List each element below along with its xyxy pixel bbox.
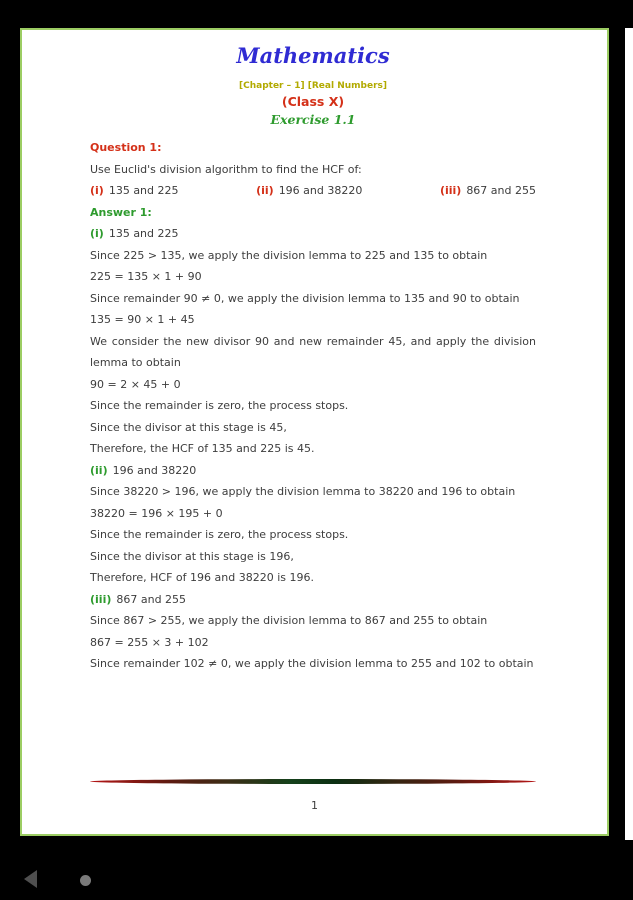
part-label: (ii): [90, 463, 108, 477]
part-text: 867 and 255: [116, 592, 187, 606]
answer-part-heading: [90, 460, 536, 482]
part-label: (i): [90, 184, 104, 197]
document-body: [90, 137, 536, 675]
answer-equation: 867 = 255 × 3 + 102: [90, 635, 209, 649]
part-text: 867 and 255: [466, 184, 536, 197]
page-content: [22, 30, 607, 675]
page-title: Mathematics: [236, 43, 390, 68]
part-text: 196 and 38220: [112, 463, 197, 477]
part-label: (ii): [256, 184, 274, 197]
question-part-iii: [440, 180, 536, 202]
answer-part-heading: [90, 223, 536, 245]
answer-line: Since 867 > 255, we apply the division lemma to 867 and 255 to obtain: [90, 614, 488, 627]
answer-line: Since the remainder is zero, the process stops.: [90, 528, 349, 541]
answer-line: Therefore, the HCF of 135 and 225 is 45.: [90, 442, 315, 455]
answer-line: Since the divisor at this stage is 45,: [90, 420, 287, 434]
answer-part-heading: [90, 589, 536, 611]
nav-back-button[interactable]: [18, 864, 43, 894]
answer-line: Since the divisor at this stage is 196,: [90, 549, 294, 563]
question-part-i: [90, 180, 179, 202]
question-intro: Use Euclid's division algorithm to find the HCF of:: [90, 162, 362, 176]
answer-line: Therefore, HCF of 196 and 38220 is 196.: [90, 571, 314, 584]
answer-equation: 225 = 135 × 1 + 90: [90, 270, 202, 283]
nav-home-button[interactable]: [74, 866, 97, 892]
answer-line: Since remainder 90 ≠ 0, we apply the division lemma to 135 and 90 to obtain: [90, 291, 520, 305]
document-page[interactable]: [20, 28, 609, 836]
question-part-ii: [256, 180, 362, 202]
answer-line: Since remainder 102 ≠ 0, we apply the division lemma to 255 and 102 to obtain: [90, 657, 534, 670]
answer-equation: 90 = 2 × 45 + 0: [90, 377, 181, 391]
answer-heading: Answer 1:: [90, 205, 152, 219]
answer-line: Since 38220 > 196, we apply the division lemma to 38220 and 196 to obtain: [90, 485, 516, 498]
part-label: (i): [90, 227, 104, 240]
exercise-line: Exercise 1.1: [270, 112, 356, 127]
back-triangle-icon: [24, 870, 37, 888]
part-text: 196 and 38220: [278, 184, 363, 197]
answer-line: We consider the new divisor 90 and new remainder 45, and apply the division lemma to obtain: [90, 334, 536, 369]
class-line: (Class X): [281, 94, 345, 109]
question-parts-row: [90, 180, 536, 202]
chapter-line: [Chapter – 1] [Real Numbers]: [239, 81, 387, 91]
answer-line: Since the remainder is zero, the process stops.: [90, 399, 349, 412]
part-label: (iii): [90, 592, 112, 606]
part-text: 135 and 225: [108, 184, 179, 197]
answer-equation: 135 = 90 × 1 + 45: [90, 313, 195, 326]
answer-line: Since 225 > 135, we apply the division lemma to 225 and 135 to obtain: [90, 248, 488, 262]
page-number: 1: [311, 799, 318, 812]
home-circle-icon: [80, 875, 91, 886]
next-page-edge: [625, 28, 633, 840]
part-text: 135 and 225: [108, 227, 179, 240]
question-heading: Question 1:: [90, 141, 162, 154]
part-label: (iii): [439, 184, 462, 197]
footer-divider: [90, 779, 536, 784]
answer-equation: 38220 = 196 × 195 + 0: [90, 506, 223, 520]
